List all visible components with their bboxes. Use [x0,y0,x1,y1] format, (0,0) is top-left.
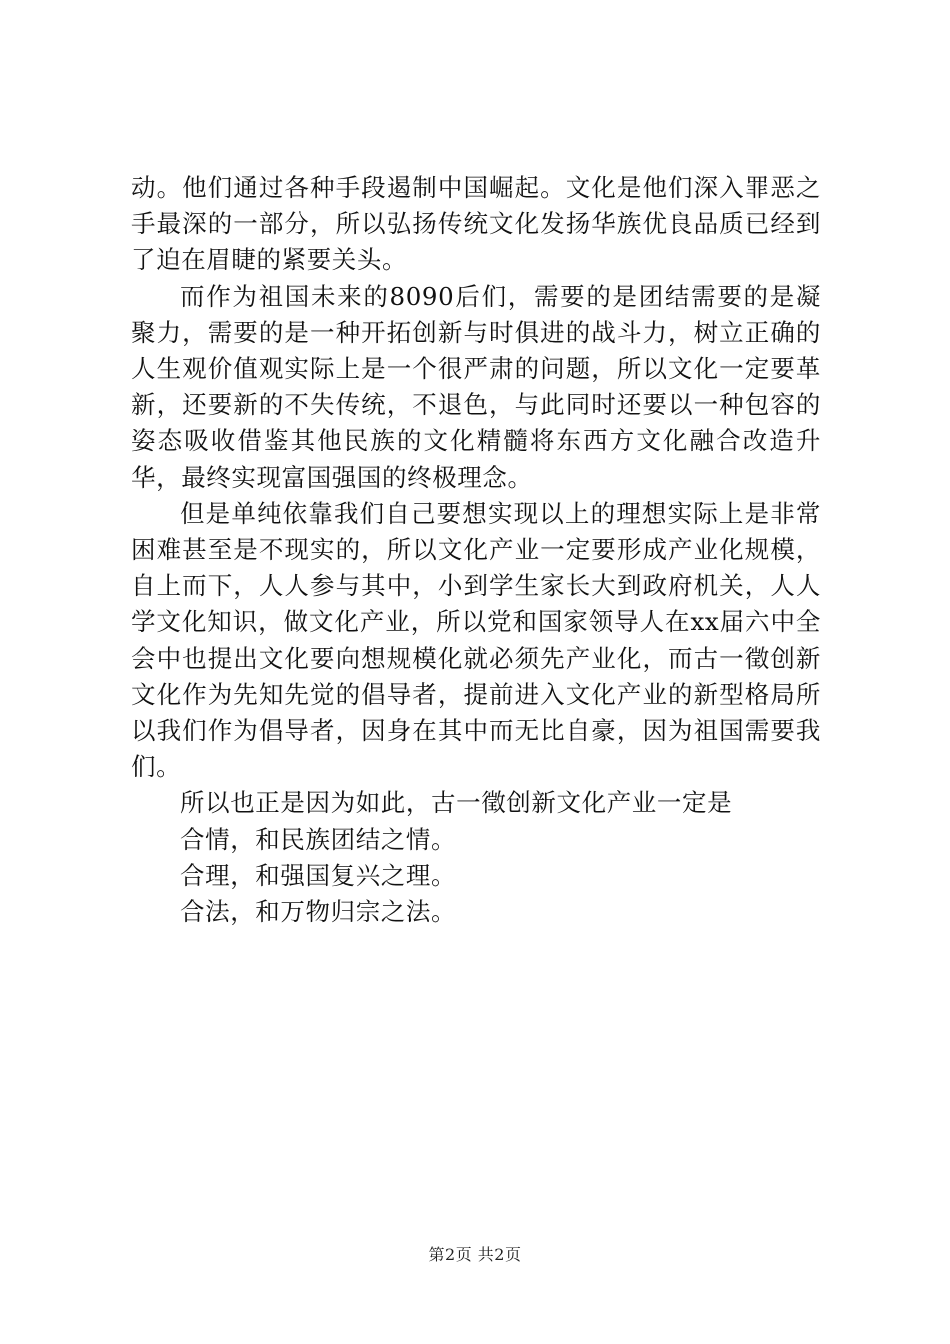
list-item-hefa: 合法，和万物归宗之法。 [180,897,457,927]
paragraph-conclusion: 所以也正是因为如此，古一徵创新文化产业一定是 [180,788,733,818]
paragraph-youth: 而作为祖国未来的8090后们，需要的是团结需要的是凝聚力，需要的是一种开拓创新与时俱进的战斗力，树立正确的人生观价值观实际上是一个很严肃的问题，所以文化一定要革新，还要新的不失传统，不退色，与此同时还要以一种包容的姿态吸收借鉴其他民族的文化精髓将东西方文化融合改造升华，最终实现富国强国的终极理念。 [131,281,821,492]
list-item-heqing: 合情，和民族团结之情。 [180,824,457,854]
list-item-heli: 合理，和强国复兴之理。 [180,860,457,890]
paragraph-industry: 但是单纯依靠我们自己要想实现以上的理想实际上是非常困难甚至是不现实的，所以文化产业一定要形成产业化规模，自上而下，人人参与其中，小到学生家长大到政府机关，人人学文化知识，做文化产业，所以党和国家领导人在xx届六中全会中也提出文化要向想规模化就必须先产业化，而古一徵创新文化作为先知先觉的倡导者，提前进入文化产业的新型格局所以我们作为倡导者，因身在其中而无比自豪，因为祖国需要我们。 [131,498,821,782]
document-body [131,170,821,930]
paragraph-continuation: 动。他们通过各种手段遏制中国崛起。文化是他们深入罪恶之手最深的一部分，所以弘扬传统文化发扬华族优良品质已经到了迫在眉睫的紧要关头。 [131,173,821,275]
page-number-footer: 第2页 共2页 [428,1245,522,1264]
